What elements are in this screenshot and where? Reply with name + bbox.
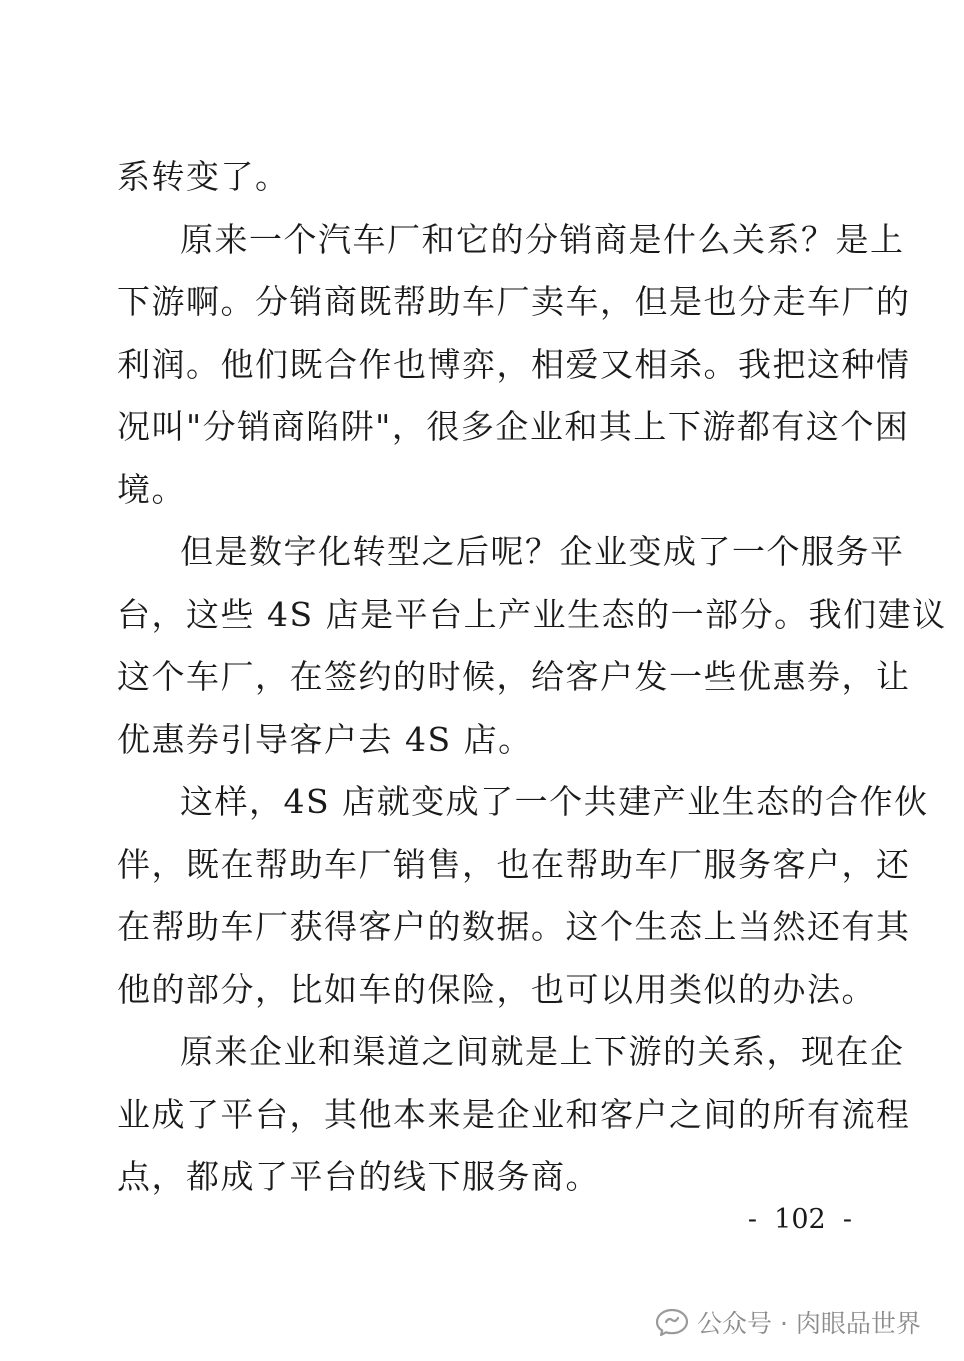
paragraph-first-line: 原来一个汽车厂和它的分销商是什么关系？是上 [180,220,905,259]
page-number: - 102 - [747,1204,852,1235]
paragraph-first-line: 但是数字化转型之后呢？企业变成了一个服务平 [180,532,905,571]
wechat-official-account-icon [655,1307,689,1337]
text-line: 点，都成了平台的线下服务商。 [117,1157,600,1196]
watermark [655,1305,921,1339]
text-line: 业成了平台，其他本来是企业和客户之间的所有流程 [117,1095,911,1134]
text-line: 台，这些 4S 店是平台上产业生态的一部分。我们建议 [117,595,947,634]
text-line: 这个车厂，在签约的时候，给客户发一些优惠券，让 [117,657,911,696]
text-line: 况叫"分销商陷阱"，很多企业和其上下游都有这个困 [117,407,910,446]
text-line: 他的部分，比如车的保险，也可以用类似的办法。 [117,970,876,1009]
text-line: 境。 [117,470,186,509]
text-line: 伴，既在帮助车厂销售，也在帮助车厂服务客户，还 [117,845,911,884]
watermark-text: 公众号 · 肉眼品世界 [697,1309,921,1338]
text-line: 系转变了。 [117,157,290,196]
text-line: 在帮助车厂获得客户的数据。这个生态上当然还有其 [117,907,911,946]
paragraph-first-line: 原来企业和渠道之间就是上下游的关系，现在企 [180,1032,905,1071]
text-line: 优惠券引导客户去 4S 店。 [117,720,533,759]
text-line: 下游啊。分销商既帮助车厂卖车，但是也分走车厂的 [117,282,911,321]
paragraph-first-line: 这样，4S 店就变成了一个共建产业生态的合作伙 [180,782,929,821]
text-line: 利润。他们既合作也博弈，相爱又相杀。我把这种情 [117,345,911,384]
